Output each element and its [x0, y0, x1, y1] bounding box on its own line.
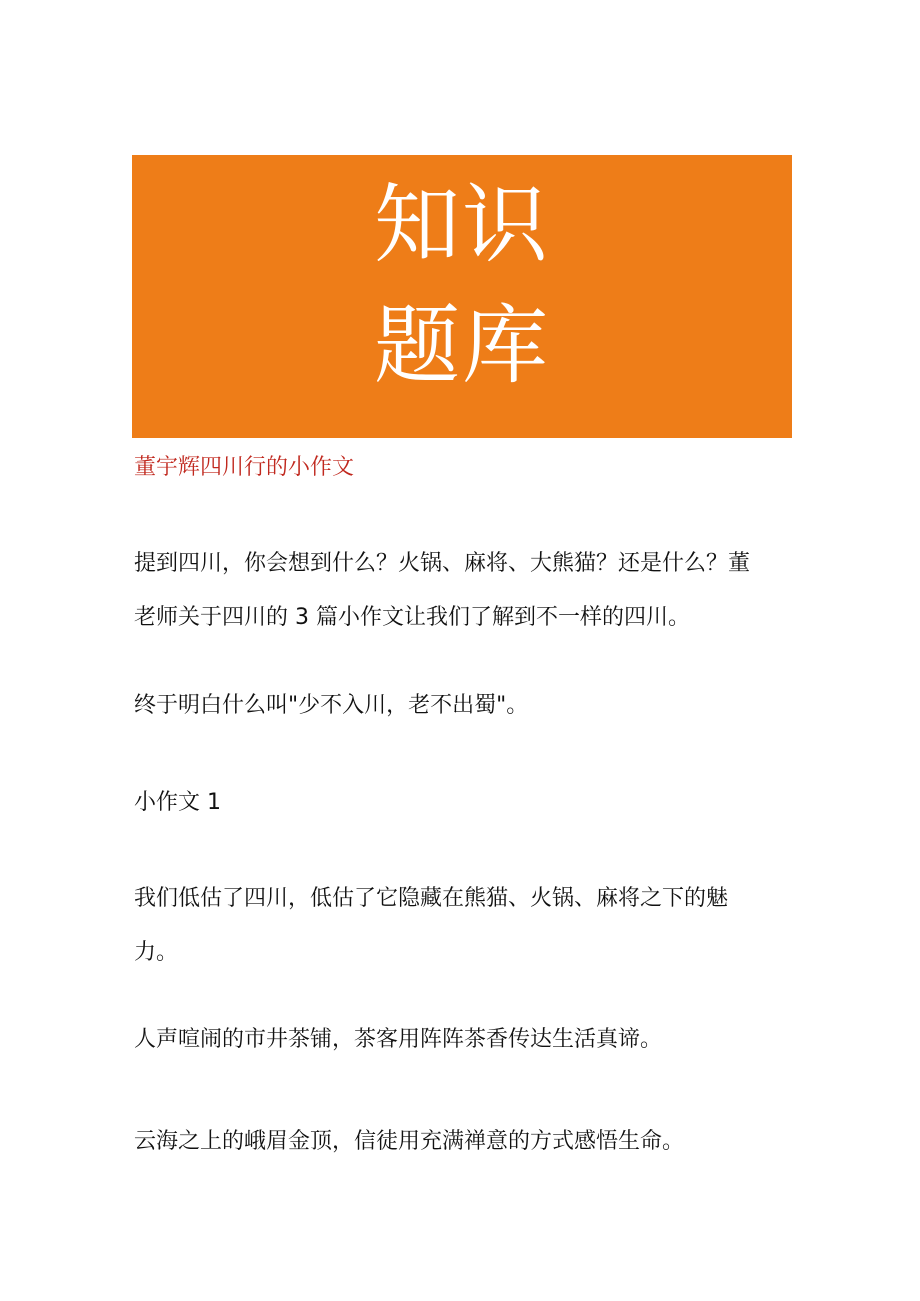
- paragraph-line: 终于明白什么叫"少不入川，老不出蜀"。: [134, 693, 529, 718]
- paragraph-intro: [134, 537, 794, 645]
- paragraph-underestimated: [134, 872, 794, 980]
- paragraph-line: 提到四川，你会想到什么？火锅、麻将、大熊猫？还是什么？董: [134, 551, 751, 576]
- paragraph-saying: [134, 679, 794, 733]
- paragraph-emei: [134, 1115, 794, 1169]
- paragraph-line: 老师关于四川的 3 篇小作文让我们了解到不一样的四川。: [134, 605, 690, 630]
- cover-banner: [132, 155, 792, 438]
- section-heading: [134, 776, 794, 830]
- paragraph-line: 云海之上的峨眉金顶，信徒用充满禅意的方式感悟生命。: [134, 1129, 685, 1154]
- banner-title-line-1: 知识: [374, 175, 550, 275]
- paragraph-line: 我们低估了四川，低估了它隐藏在熊猫、火锅、麻将之下的魅: [134, 886, 729, 911]
- paragraph-line: 小作文 1: [134, 790, 221, 815]
- document-title: 董宇辉四川行的小作文: [134, 455, 355, 480]
- paragraph-line: 力。: [134, 940, 179, 965]
- paragraph-line: 人声喧闹的市井茶铺，茶客用阵阵茶香传达生活真谛。: [134, 1027, 663, 1052]
- paragraph-teahouse: [134, 1013, 794, 1067]
- banner-title-line-2: 题库: [374, 296, 550, 396]
